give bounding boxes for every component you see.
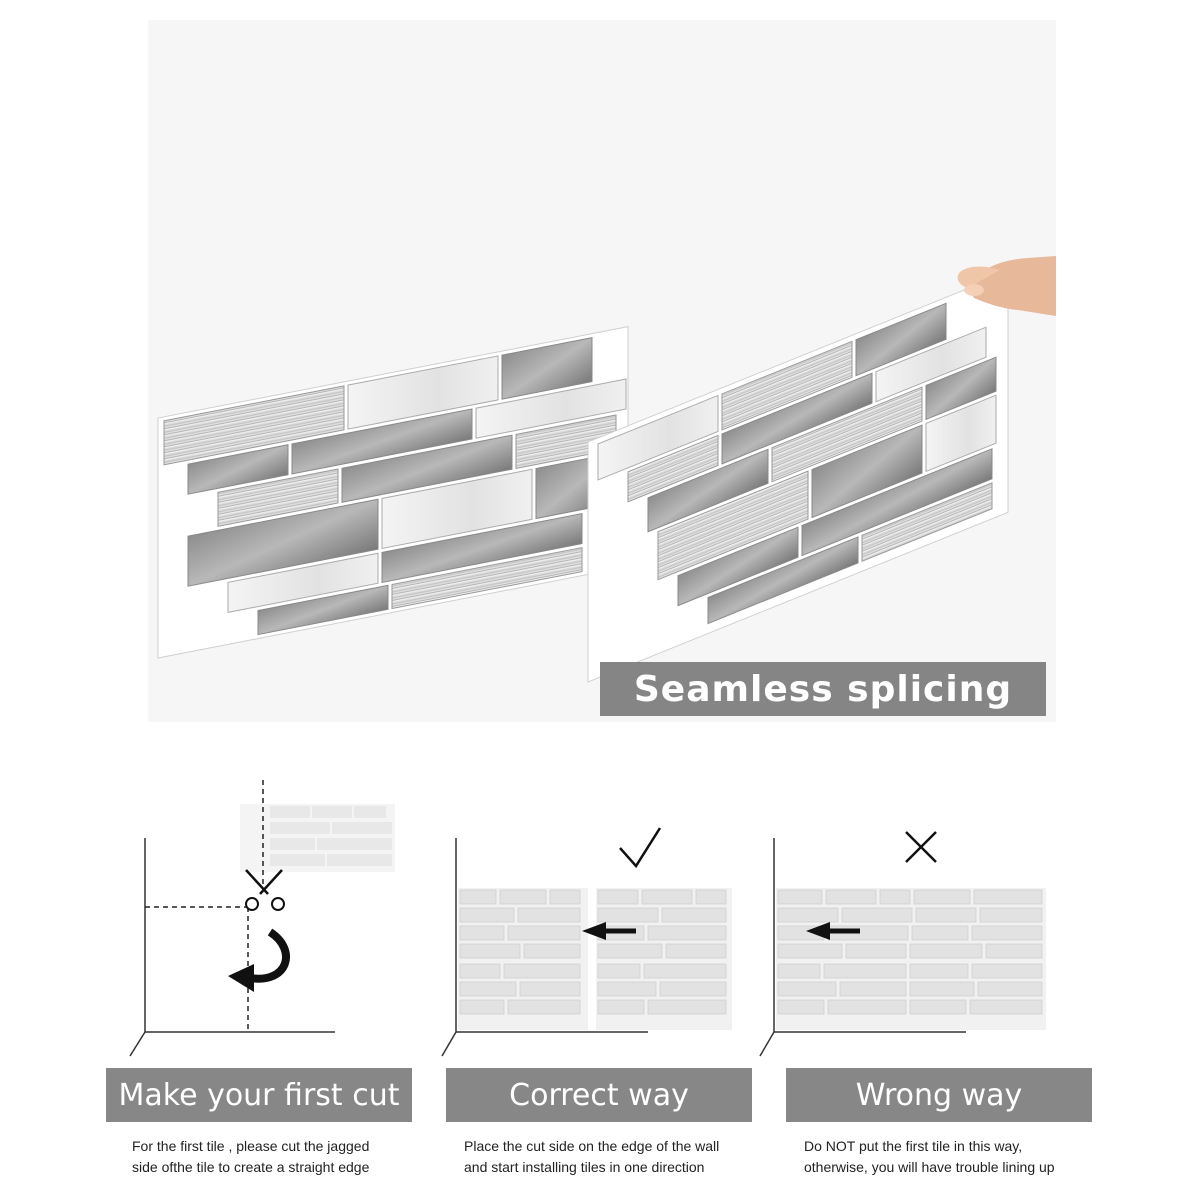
tile-grid-correct (458, 888, 732, 1030)
correct-way-banner: Correct way (446, 1068, 752, 1122)
tile-sheet-left (158, 327, 628, 658)
rotate-arrow-icon (228, 932, 286, 992)
first-cut-caption: For the first tile , please cut the jagged side ofthe tile to create a straight edge (132, 1138, 370, 1175)
scissors-icon (246, 870, 284, 910)
wrong-way-diagram (750, 770, 1130, 1070)
wrong-way-caption: Do NOT put the first tile in this way, otherwise, you will have trouble lining up (804, 1138, 1055, 1175)
cross-icon (906, 832, 936, 862)
tile-sheets-illustration (148, 20, 1056, 722)
make-first-cut-banner: Make your first cut (106, 1068, 412, 1122)
tile-grid-wrong (776, 888, 1046, 1030)
seamless-splicing-banner: Seamless splicing (600, 662, 1046, 716)
hero-image-panel (148, 20, 1056, 722)
tile-sheet-right (588, 272, 1008, 682)
wrong-way-banner: Wrong way (786, 1068, 1092, 1122)
correct-way-caption: Place the cut side on the edge of the wall and start installing tiles in one direction (464, 1138, 720, 1175)
checkmark-icon (620, 828, 660, 866)
